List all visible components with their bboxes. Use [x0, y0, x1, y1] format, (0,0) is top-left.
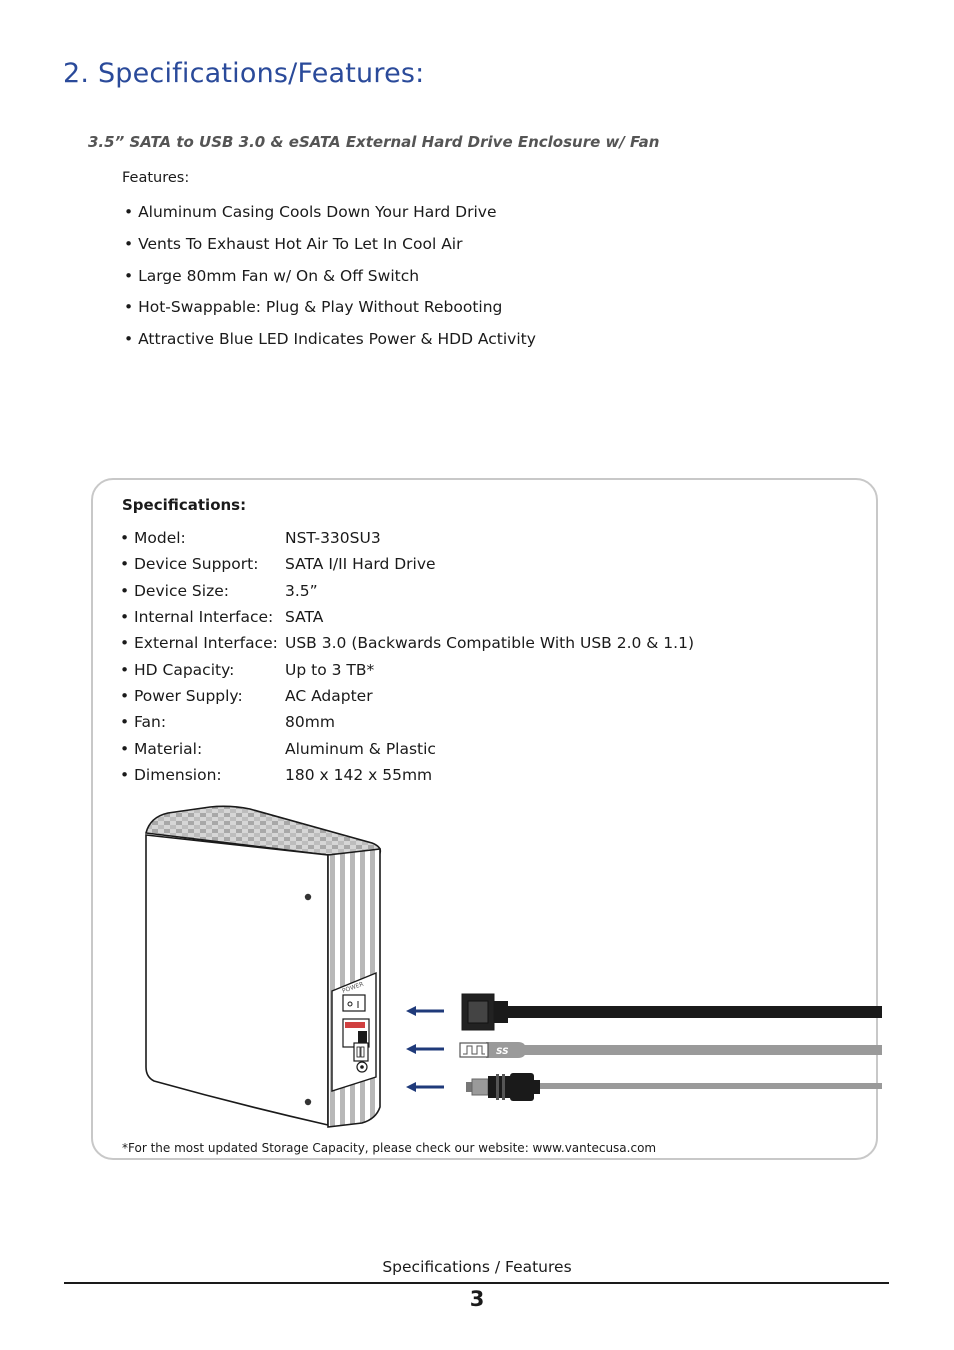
esata-cable-icon	[462, 994, 882, 1030]
spec-value: 3.5”	[285, 581, 318, 600]
bullet: •	[120, 581, 130, 600]
features-label: Features:	[122, 170, 190, 186]
spec-label: External Interface:	[134, 634, 278, 653]
power-switch-icon	[343, 995, 365, 1011]
bullet: •	[120, 686, 130, 705]
page-number: 3	[469, 1287, 485, 1311]
bullet: •	[120, 765, 130, 784]
spec-label: HD Capacity:	[134, 660, 235, 679]
spec-label: Fan:	[134, 713, 167, 732]
bullet: •	[120, 608, 130, 627]
arrow-icon	[406, 1044, 444, 1054]
spec-label: Dimension:	[134, 765, 222, 784]
spec-label: Power Supply:	[134, 686, 243, 705]
footer-divider	[64, 1282, 889, 1284]
product-title: 3.5” SATA to USB 3.0 & eSATA External Hard Drive Enclosure w/ Fan	[88, 133, 660, 151]
spec-label: Device Size:	[134, 581, 229, 600]
bullet: •	[120, 529, 130, 548]
bullet: •	[120, 555, 130, 574]
arrow-icon	[406, 1082, 444, 1092]
feature-item: • Large 80mm Fan w/ On & Off Switch	[124, 266, 536, 298]
spec-value: NST-330SU3	[285, 529, 381, 548]
spec-row	[120, 683, 694, 709]
usb-ss-logo: SS	[496, 1047, 509, 1057]
feature-item: • Aluminum Casing Cools Down Your Hard Drive	[124, 202, 536, 234]
specifications-table	[120, 525, 694, 788]
feature-item: • Attractive Blue LED Indicates Power & HDD Activity	[124, 329, 536, 361]
bullet: •	[120, 713, 130, 732]
enclosure-side	[328, 849, 380, 1127]
spec-value: USB 3.0 (Backwards Compatible With USB 2.0 & 1.1)	[285, 634, 695, 653]
spec-label: Material:	[134, 739, 203, 758]
spec-value: AC Adapter	[285, 686, 373, 705]
section-title: 2. Specifications/Features:	[63, 58, 425, 89]
enclosure-illustration	[140, 805, 885, 1135]
power-label: POWER	[341, 980, 365, 995]
spec-row	[120, 656, 694, 682]
spec-row	[120, 525, 694, 551]
spec-row	[120, 630, 694, 656]
spec-label: Internal Interface:	[134, 608, 274, 627]
spec-value: SATA	[285, 608, 324, 627]
footnote: *For the most updated Storage Capacity, please check our website: www.vantecusa.com	[122, 1141, 657, 1155]
feature-item: • Hot-Swappable: Plug & Play Without Rebooting	[124, 297, 536, 329]
arrow-icon	[406, 1006, 444, 1016]
spec-value: Up to 3 TB*	[285, 660, 375, 679]
spec-row	[120, 709, 694, 735]
footer-section-label: Specifications / Features	[382, 1258, 572, 1276]
enclosure-front	[146, 835, 328, 1125]
feature-list	[124, 202, 536, 361]
port-panel	[332, 973, 376, 1091]
spec-value: Aluminum & Plastic	[285, 739, 436, 758]
usb-cable-icon	[460, 1042, 882, 1058]
spec-row	[120, 735, 694, 761]
spec-value: 180 x 142 x 55mm	[285, 765, 433, 784]
spec-label: Model:	[134, 529, 186, 548]
power-cable-icon	[466, 1073, 882, 1101]
bullet: •	[120, 739, 130, 758]
spec-row	[120, 578, 694, 604]
spec-value: 80mm	[285, 713, 335, 732]
spec-row	[120, 604, 694, 630]
spec-value: SATA I/II Hard Drive	[285, 555, 436, 574]
spec-row	[120, 762, 694, 788]
bullet: •	[120, 660, 130, 679]
feature-item: • Vents To Exhaust Hot Air To Let In Cool Air	[124, 234, 536, 266]
spec-label: Device Support:	[134, 555, 259, 574]
spec-row	[120, 551, 694, 577]
specifications-heading: Specifications:	[122, 496, 247, 514]
bullet: •	[120, 634, 130, 653]
